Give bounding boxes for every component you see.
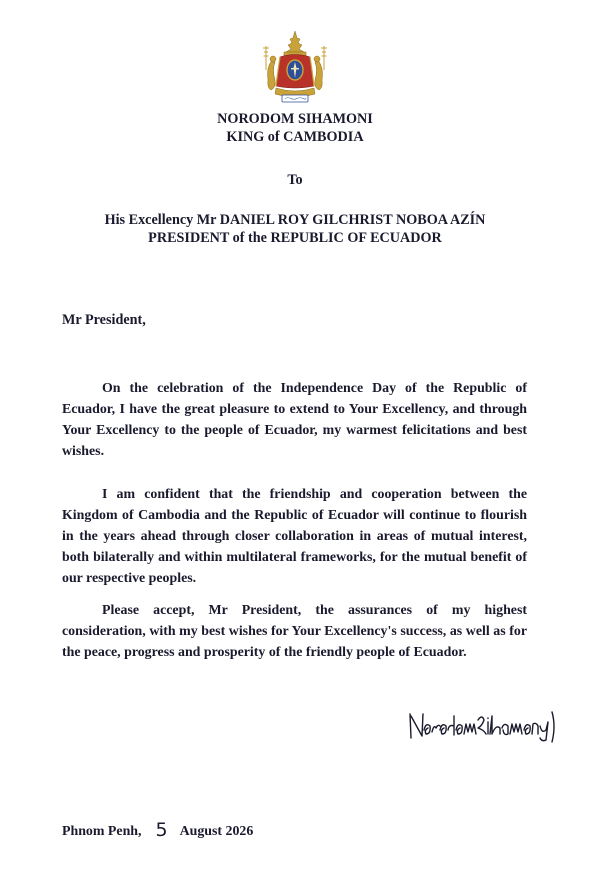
dateline xyxy=(62,818,253,840)
recipient-title: PRESIDENT of the REPUBLIC OF ECUADOR xyxy=(148,230,442,246)
body-paragraph-3: Please accept, Mr President, the assurances of my highest consideration, with my best wishes for Your Excellency's success, as well as for the peace, progress and prosperity of the friendly people of Ecuador. xyxy=(62,603,527,660)
salutation: Mr President, xyxy=(62,312,146,328)
royal-coat-of-arms xyxy=(262,30,328,104)
dateline-day: 5 xyxy=(155,819,168,841)
recipient-name: His Excellency Mr DANIEL ROY GILCHRIST NOBOA AZÍN xyxy=(104,212,486,228)
dateline-month-year: August 2026 xyxy=(179,824,254,839)
body-paragraph-1: On the celebration of the Independence Day of the Republic of Ecuador, I have the great pleasure to extend to Your Excellency, and through Your Excellency to the people of Ecuador, my warmest felicitations and best wishes. xyxy=(62,381,527,459)
dateline-place: Phnom Penh, xyxy=(62,824,142,839)
body-paragraph-2: I am confident that the friendship and cooperation between the Kingdom of Cambodia and the Republic of Ecuador will continue to flourish in the years ahead through closer collaboration in areas of mutual interest, both bilaterally and within multilateral frameworks, for the mutual benefit of our respective peoples. xyxy=(62,487,527,586)
to-label: To xyxy=(287,172,303,188)
handwritten-signature xyxy=(404,708,560,744)
sender-title: KING of CAMBODIA xyxy=(226,129,364,145)
sender-name: NORODOM SIHAMONI xyxy=(217,111,373,127)
